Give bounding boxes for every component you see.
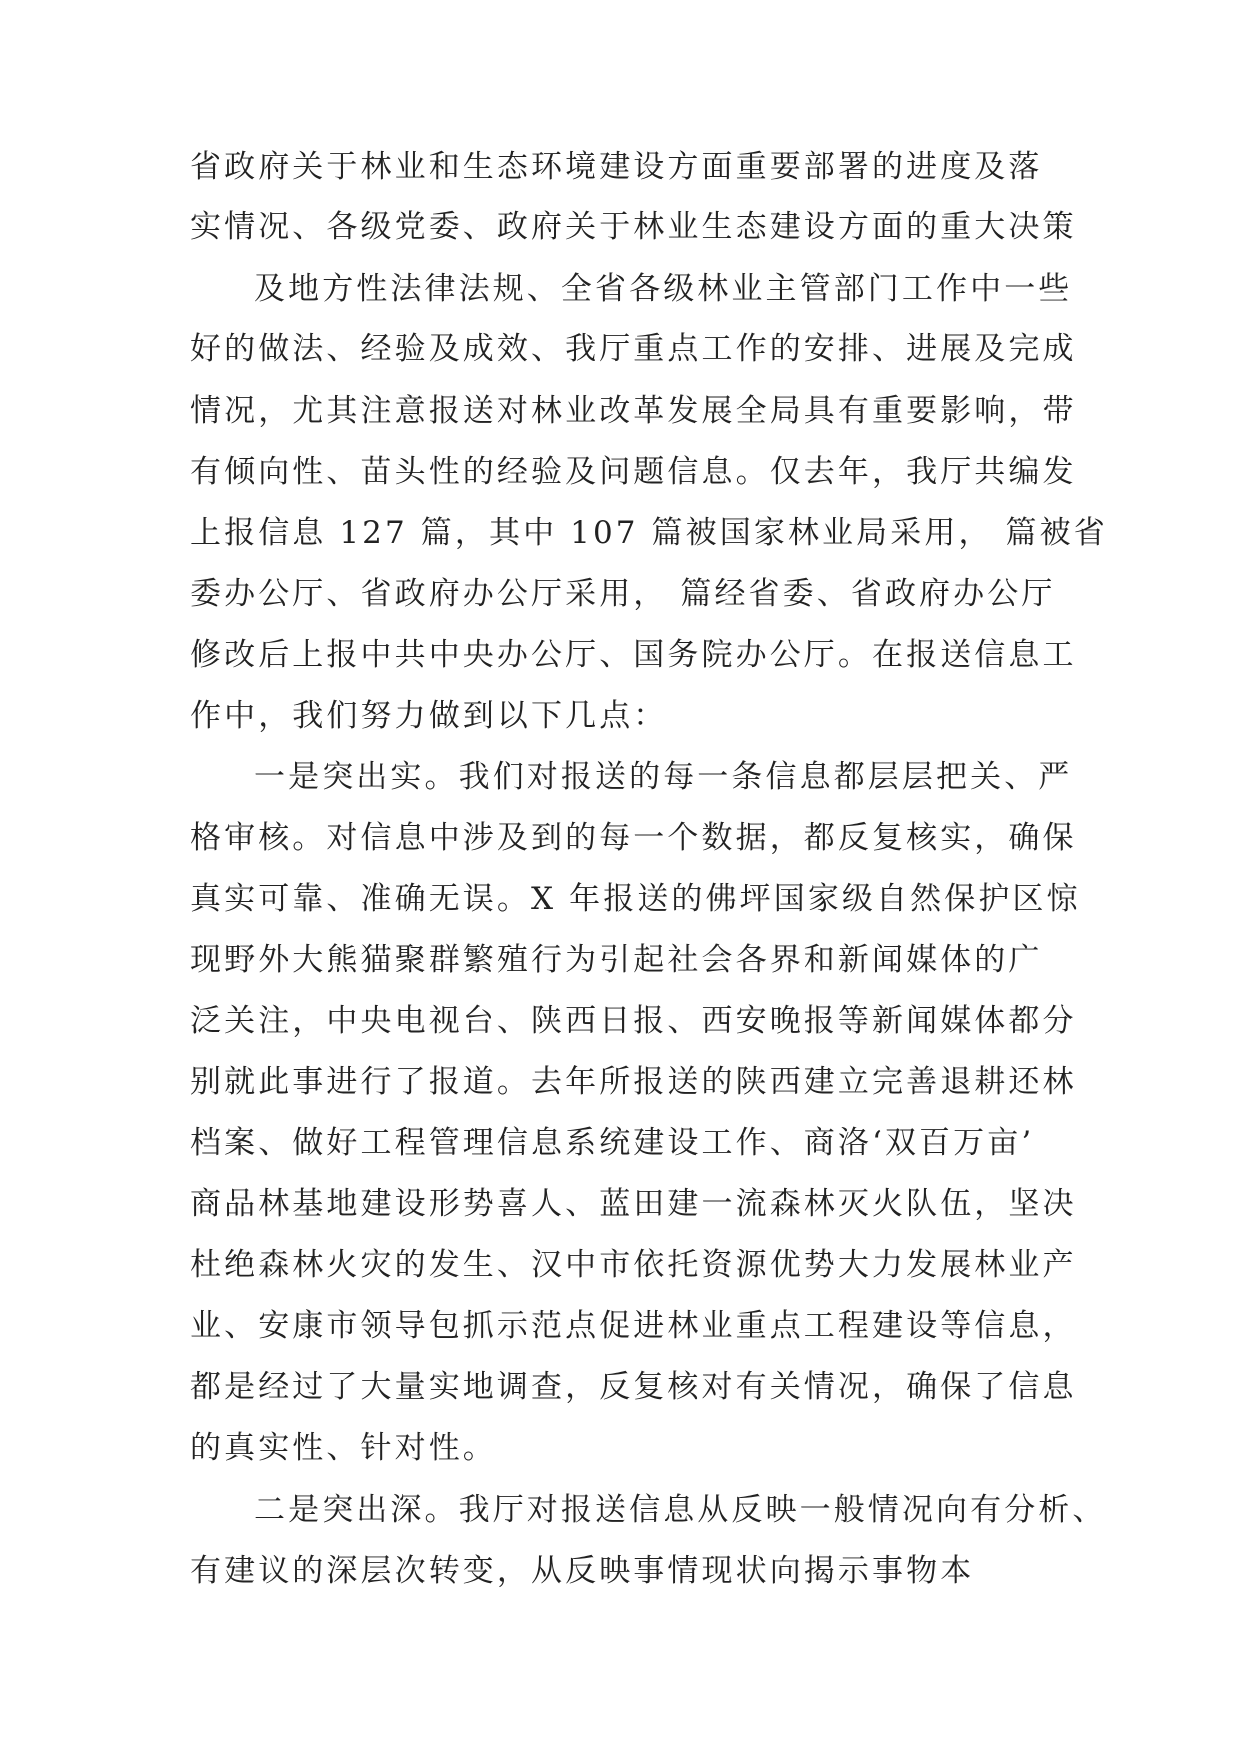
text-line: 二是突出深。我厅对报送信息从反映一般情况向有分析、 — [254, 1492, 1107, 1528]
text-line: 上报信息 127 篇，其中 107 篇被国家林业局采用， 篇被省 — [190, 515, 1108, 551]
text-line: 业、安康市领导包抓示范点促进林业重点工程建设等信息， — [190, 1308, 1077, 1344]
text-line: 格审核。对信息中涉及到的每一个数据，都反复核实，确保 — [190, 820, 1077, 856]
text-line: 现野外大熊猫聚群繁殖行为引起社会各界和新闻媒体的广 — [190, 942, 1043, 978]
text-line: 实情况、各级党委、政府关于林业生态建设方面的重大决策 — [190, 209, 1077, 245]
text-line: 委办公厅、省政府办公厅采用， 篇经省委、省政府办公厅 — [190, 576, 1056, 612]
text-line: 一是突出实。我们对报送的每一条信息都层层把关、严 — [254, 759, 1073, 795]
text-line: 别就此事进行了报道。去年所报送的陕西建立完善退耕还林 — [190, 1064, 1077, 1100]
text-line: 档案、做好工程管理信息系统建设工作、商洛‘双百万亩’ — [190, 1125, 1035, 1161]
text-line: 省政府关于林业和生态环境建设方面重要部署的进度及落 — [190, 149, 1043, 185]
text-line: 真实可靠、准确无误。X 年报送的佛坪国家级自然保护区惊 — [190, 881, 1081, 917]
text-line: 及地方性法律法规、全省各级林业主管部门工作中一些 — [254, 271, 1073, 307]
text-line: 有建议的深层次转变，从反映事情现状向揭示事物本 — [190, 1553, 975, 1589]
text-line: 修改后上报中共中央办公厅、国务院办公厅。在报送信息工 — [190, 637, 1077, 673]
text-line: 商品林基地建设形势喜人、蓝田建一流森林灭火队伍，坚决 — [190, 1186, 1077, 1222]
text-line: 有倾向性、苗头性的经验及问题信息。仅去年，我厅共编发 — [190, 454, 1077, 490]
text-line: 作中，我们努力做到以下几点： — [190, 698, 668, 734]
text-line: 泛关注，中央电视台、陕西日报、西安晚报等新闻媒体都分 — [190, 1003, 1077, 1039]
text-line: 都是经过了大量实地调查，反复核对有关情况，确保了信息 — [190, 1369, 1077, 1405]
text-line: 杜绝森林火灾的发生、汉中市依托资源优势大力发展林业产 — [190, 1247, 1077, 1283]
text-line: 的真实性、针对性。 — [190, 1430, 497, 1466]
text-line: 好的做法、经验及成效、我厅重点工作的安排、进展及完成 — [190, 331, 1077, 367]
text-line: 情况，尤其注意报送对林业改革发展全局具有重要影响，带 — [190, 393, 1077, 429]
